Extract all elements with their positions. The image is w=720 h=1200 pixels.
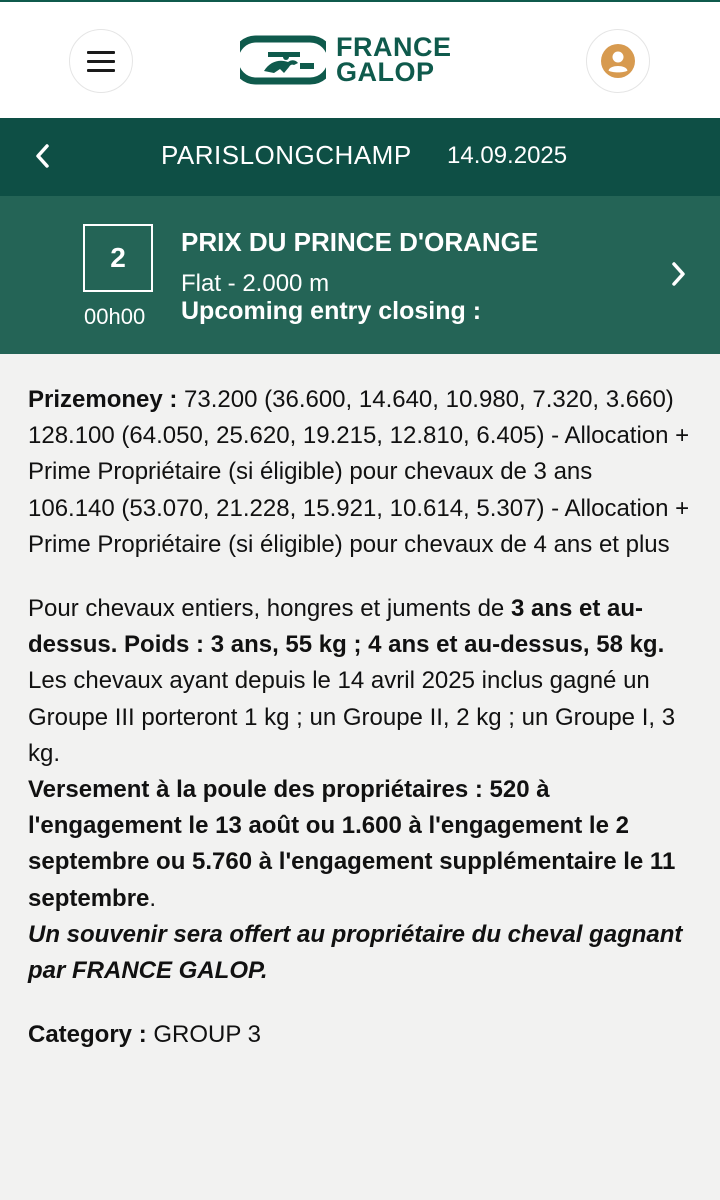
race-conditions-text: [28, 591, 692, 772]
entry-fees: Versement à la poule des propriétaires : 520 à l'engagement le 13 août ou 1.600 à l'engagement le 2 septembre ou 5.760 à l'engagement supplémentaire le 11 septembre: [28, 776, 676, 912]
logo-line-2: GALOP: [336, 57, 435, 87]
account-button[interactable]: [586, 29, 650, 93]
conditions-intro: Pour chevaux entiers, hongres et juments de: [28, 595, 511, 623]
prizemoney-line-2: 128.100 (64.050, 25.620, 19.215, 12.810, 6.405) - Allocation + Prime Propriétaire (si éligible) pour chevaux de 3 ans: [28, 422, 690, 486]
category-line: [28, 1017, 692, 1053]
top-app-bar: [0, 0, 720, 118]
next-race-button[interactable]: [664, 254, 694, 294]
meeting-date: 14.09.2025: [447, 142, 568, 169]
entry-fees-text: [28, 772, 692, 917]
menu-icon: [87, 45, 115, 78]
logo-line-1: FRANCE: [336, 32, 452, 62]
race-summary[interactable]: [0, 196, 720, 354]
category-value: GROUP 3: [146, 1021, 261, 1049]
meeting-header: [0, 118, 720, 196]
menu-button[interactable]: [69, 29, 133, 93]
race-conditions-content: [28, 382, 692, 1053]
logo-text: [336, 32, 452, 87]
race-title: PRIX DU PRINCE D'ORANGE: [181, 227, 539, 257]
prizemoney-label: Prizemoney :: [28, 386, 178, 413]
entry-fees-end: .: [149, 884, 157, 912]
france-galop-logo[interactable]: [240, 32, 452, 88]
race-time: 00h00: [84, 304, 146, 329]
back-button[interactable]: [28, 136, 56, 176]
conditions-weights: 3 ans et au-dessus. Poids : 3 ans, 55 kg ; 4 ans et au-dessus, 58 kg.: [28, 595, 665, 659]
race-number: 2: [83, 224, 153, 292]
venue-name: PARISLONGCHAMP: [161, 140, 412, 170]
category-label: Category :: [28, 1021, 147, 1049]
race-type-distance: Flat - 2.000 m: [181, 270, 330, 297]
souvenir-note: Un souvenir sera offert au propriétaire du cheval gagnant par FRANCE GALOP.: [28, 920, 683, 985]
chevron-left-icon: [33, 143, 51, 169]
horse-rider-logo-icon: [240, 35, 326, 85]
conditions-penalties: Les chevaux ayant depuis le 14 avril 2025 inclus gagné un Groupe III porteront 1 kg ; un Groupe II, 2 kg ; un Groupe I, 3 kg.: [28, 667, 676, 767]
prizemoney-line-1: [28, 382, 692, 418]
chevron-right-icon: [670, 261, 688, 287]
entry-closing-label: Upcoming entry closing :: [181, 297, 482, 325]
prizemoney-value: 73.200 (36.600, 14.640, 10.980, 7.320, 3.660): [177, 386, 674, 413]
prizemoney-line-3: 106.140 (53.070, 21.228, 15.921, 10.614, 5.307) - Allocation + Prime Propriétaire (si éligible) pour chevaux de 4 ans et plus: [28, 494, 690, 558]
user-account-icon: [601, 44, 635, 78]
